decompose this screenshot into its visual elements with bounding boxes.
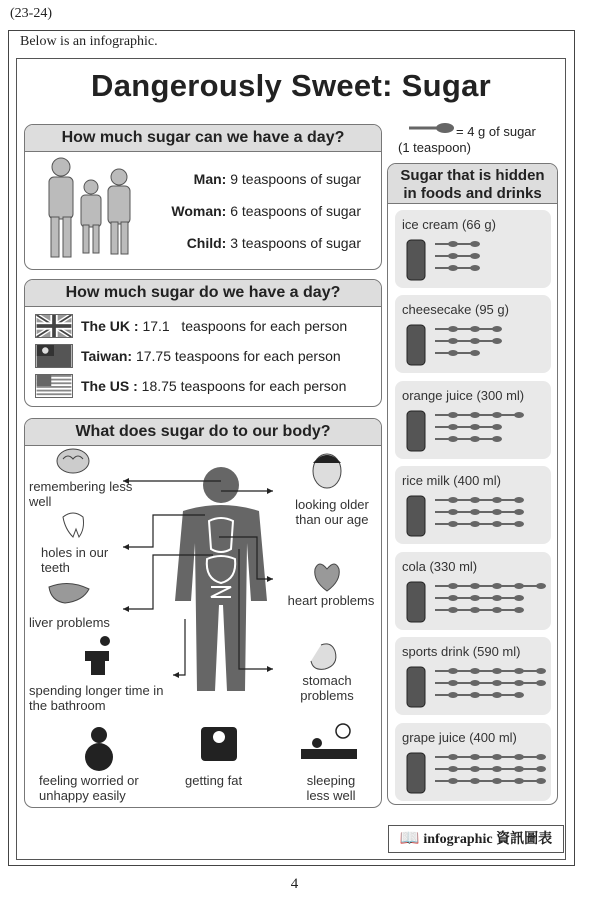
- teaspoon-icon: [501, 680, 524, 686]
- teaspoon-icon: [435, 265, 458, 271]
- teaspoon-group: [431, 751, 547, 791]
- daily-allowance-panel: [24, 124, 382, 270]
- food-card: [395, 552, 551, 630]
- food-card-label: ice cream (66 g): [402, 217, 496, 232]
- liver-icon: [49, 583, 89, 603]
- effect-worried: feeling worried or unhappy easily: [39, 773, 139, 803]
- teaspoon-icon: [457, 350, 480, 356]
- food-card: [395, 723, 551, 801]
- teaspoon-icon: [435, 754, 458, 760]
- teaspoon-icon: [457, 338, 480, 344]
- consumption-uk: [81, 318, 347, 334]
- intro-text: Below is an infographic.: [20, 34, 158, 49]
- teaspoon-icon: [479, 338, 502, 344]
- food-card-label: cola (330 ml): [402, 559, 478, 574]
- cola-bottle-icon: [401, 578, 431, 626]
- teaspoon-icon: [479, 497, 502, 503]
- heart-icon: [315, 564, 340, 591]
- teaspoon-icon: [457, 778, 480, 784]
- teaspoon-icon: [457, 326, 480, 332]
- sports-drink-icon: [401, 663, 431, 711]
- teaspoon-icon: [457, 754, 480, 760]
- teaspoon-icon: [501, 595, 524, 601]
- body-effects-heading: What does sugar do to our body?: [25, 419, 381, 446]
- teaspoon-icon: [435, 607, 458, 613]
- allowance-child-label: Child:: [186, 235, 227, 251]
- teaspoon-icon: [479, 595, 502, 601]
- teaspoon-icon: [435, 253, 458, 259]
- hidden-sugar-heading-line2: in foods and drinks: [403, 185, 542, 202]
- page-number: 4: [290, 876, 299, 892]
- spoon-legend-note: (1 teaspoon): [398, 140, 471, 155]
- consumption-us-label: The US :: [81, 378, 138, 394]
- effect-sleep: sleeping less well: [306, 773, 356, 803]
- teaspoon-icon: [479, 326, 502, 332]
- consumption-taiwan-value: 17.75 teaspoons for each person: [135, 348, 341, 364]
- teaspoon-icon: [457, 668, 480, 674]
- teaspoon-icon: [501, 754, 524, 760]
- consumption-taiwan-label: Taiwan:: [81, 348, 133, 364]
- face-icon: [313, 454, 341, 488]
- teaspoon-icon: [457, 509, 480, 515]
- teaspoon-icon: [501, 509, 524, 515]
- allowance-man-label: Man:: [193, 171, 227, 187]
- teaspoon-icon: [435, 583, 458, 589]
- teaspoon-icon: [457, 583, 480, 589]
- infographic-term: infographic 資訊圖表: [423, 832, 553, 847]
- infographic-term-box: [388, 825, 564, 853]
- teaspoon-icon: [435, 412, 458, 418]
- teaspoon-icon: [435, 350, 458, 356]
- teaspoon-icon: [435, 766, 458, 772]
- scale-icon: [201, 727, 237, 761]
- body-effects-panel: [24, 418, 382, 808]
- teaspoon-icon: [501, 521, 524, 527]
- teaspoon-group: [431, 665, 547, 705]
- teaspoon-icon: [435, 778, 458, 784]
- daily-consumption-panel: [24, 279, 382, 407]
- food-card: [395, 637, 551, 715]
- effect-older: looking older than our age: [295, 497, 369, 527]
- daily-consumption-heading: How much sugar do we have a day?: [25, 280, 381, 307]
- effect-stomach: stomach problems: [300, 673, 354, 703]
- teaspoon-icon: [479, 778, 502, 784]
- allowance-woman: [171, 203, 361, 219]
- teaspoon-icon: [435, 326, 458, 332]
- teaspoon-icon: [479, 412, 502, 418]
- cheesecake-icon: [401, 321, 431, 369]
- teaspoon-icon: [479, 509, 502, 515]
- food-card: [395, 210, 551, 288]
- teaspoon-group: [431, 580, 547, 620]
- allowance-child-value: 3 teaspoons of sugar: [230, 235, 361, 251]
- human-body-icon: [175, 467, 267, 691]
- teaspoon-icon: [407, 120, 455, 136]
- teaspoon-icon: [457, 766, 480, 772]
- food-card: [395, 295, 551, 373]
- teaspoon-icon: [435, 509, 458, 515]
- teaspoon-group: [431, 409, 547, 449]
- teaspoon-icon: [435, 436, 458, 442]
- teaspoon-icon: [457, 253, 480, 259]
- teaspoon-icon: [457, 692, 480, 698]
- teaspoon-icon: [457, 241, 480, 247]
- uk-flag-icon: [35, 314, 73, 338]
- effect-heart: heart problems: [287, 593, 375, 608]
- teaspoon-icon: [501, 497, 524, 503]
- teaspoon-icon: [501, 692, 524, 698]
- taiwan-flag-icon: [35, 344, 73, 368]
- rice-milk-icon: [401, 492, 431, 540]
- open-book-icon: 📖: [399, 830, 420, 847]
- teaspoon-icon: [501, 778, 524, 784]
- teaspoon-icon: [501, 583, 524, 589]
- teaspoon-icon: [479, 668, 502, 674]
- ice-cream-icon: [401, 236, 431, 284]
- food-card-label: sports drink (590 ml): [402, 644, 521, 659]
- brain-icon: [57, 449, 89, 473]
- food-card: [395, 466, 551, 544]
- teaspoon-group: [431, 323, 547, 363]
- us-flag-icon: [35, 374, 73, 398]
- teaspoon-icon: [479, 766, 502, 772]
- effect-bathroom: spending longer time in the bathroom: [29, 683, 164, 713]
- teaspoon-icon: [501, 607, 524, 613]
- teaspoon-icon: [435, 521, 458, 527]
- allowance-man-value: 9 teaspoons of sugar: [230, 171, 361, 187]
- teaspoon-icon: [435, 497, 458, 503]
- teaspoon-icon: [457, 497, 480, 503]
- food-card-label: cheesecake (95 g): [402, 302, 509, 317]
- daily-allowance-heading: How much sugar can we have a day?: [25, 125, 381, 152]
- teaspoon-icon: [457, 265, 480, 271]
- teaspoon-icon: [523, 583, 546, 589]
- teaspoon-icon: [523, 778, 546, 784]
- teaspoon-icon: [435, 692, 458, 698]
- allowance-woman-value: 6 teaspoons of sugar: [230, 203, 361, 219]
- teaspoon-icon: [435, 680, 458, 686]
- allowance-woman-label: Woman:: [171, 203, 227, 219]
- teaspoon-icon: [501, 412, 524, 418]
- teaspoon-group: [431, 238, 547, 278]
- teaspoon-icon: [523, 766, 546, 772]
- teaspoon-icon: [523, 668, 546, 674]
- teaspoon-icon: [435, 338, 458, 344]
- effect-memory: remembering less well: [29, 479, 133, 509]
- teaspoon-icon: [435, 668, 458, 674]
- consumption-us-value: 18.75 teaspoons for each person: [141, 378, 347, 394]
- teaspoon-icon: [479, 521, 502, 527]
- worried-person-icon: [85, 727, 113, 771]
- toilet-icon: [85, 636, 110, 675]
- teaspoon-icon: [479, 692, 502, 698]
- teaspoon-icon: [523, 754, 546, 760]
- food-card-label: grape juice (400 ml): [402, 730, 517, 745]
- teaspoon-icon: [501, 766, 524, 772]
- consumption-us: [81, 378, 346, 394]
- teaspoon-icon: [501, 668, 524, 674]
- hidden-sugar-heading-line1: Sugar that is hidden: [400, 167, 545, 184]
- grape-juice-icon: [401, 749, 431, 797]
- teaspoon-icon: [479, 754, 502, 760]
- teaspoon-icon: [523, 680, 546, 686]
- alarm-clock-icon: [301, 724, 357, 759]
- teaspoon-icon: [457, 521, 480, 527]
- question-number: (23-24): [10, 6, 52, 21]
- effect-fat: getting fat: [185, 773, 243, 788]
- teaspoon-icon: [457, 412, 480, 418]
- consumption-uk-value: 17.1 teaspoons for each person: [142, 318, 348, 334]
- teaspoon-icon: [435, 424, 458, 430]
- teaspoon-icon: [479, 424, 502, 430]
- teaspoon-icon: [457, 424, 480, 430]
- teaspoon-icon: [457, 607, 480, 613]
- food-card-label: rice milk (400 ml): [402, 473, 501, 488]
- teaspoon-icon: [435, 241, 458, 247]
- teaspoon-icon: [457, 680, 480, 686]
- teaspoon-icon: [457, 595, 480, 601]
- allowance-man: [194, 171, 361, 187]
- spoon-legend-value: = 4 g of sugar: [456, 124, 536, 139]
- tooth-icon: [63, 513, 84, 537]
- body-diagram: [25, 419, 382, 808]
- allowance-child: [187, 235, 361, 251]
- hidden-sugar-heading: [388, 164, 557, 204]
- teaspoon-icon: [457, 436, 480, 442]
- effect-teeth: holes in our teeth: [41, 545, 109, 575]
- infographic-title: Dangerously Sweet: Sugar: [91, 68, 491, 103]
- teaspoon-group: [431, 494, 547, 534]
- food-card-label: orange juice (300 ml): [402, 388, 525, 403]
- orange-juice-icon: [401, 407, 431, 455]
- teaspoon-icon: [435, 595, 458, 601]
- consumption-uk-label: The UK :: [81, 318, 139, 334]
- teaspoon-icon: [479, 436, 502, 442]
- stomach-icon: [311, 644, 336, 669]
- teaspoon-icon: [479, 583, 502, 589]
- consumption-taiwan: [81, 348, 341, 364]
- food-card: [395, 381, 551, 459]
- effect-liver: liver problems: [29, 615, 110, 630]
- teaspoon-icon: [479, 680, 502, 686]
- family-icon: [39, 155, 139, 263]
- teaspoon-icon: [479, 607, 502, 613]
